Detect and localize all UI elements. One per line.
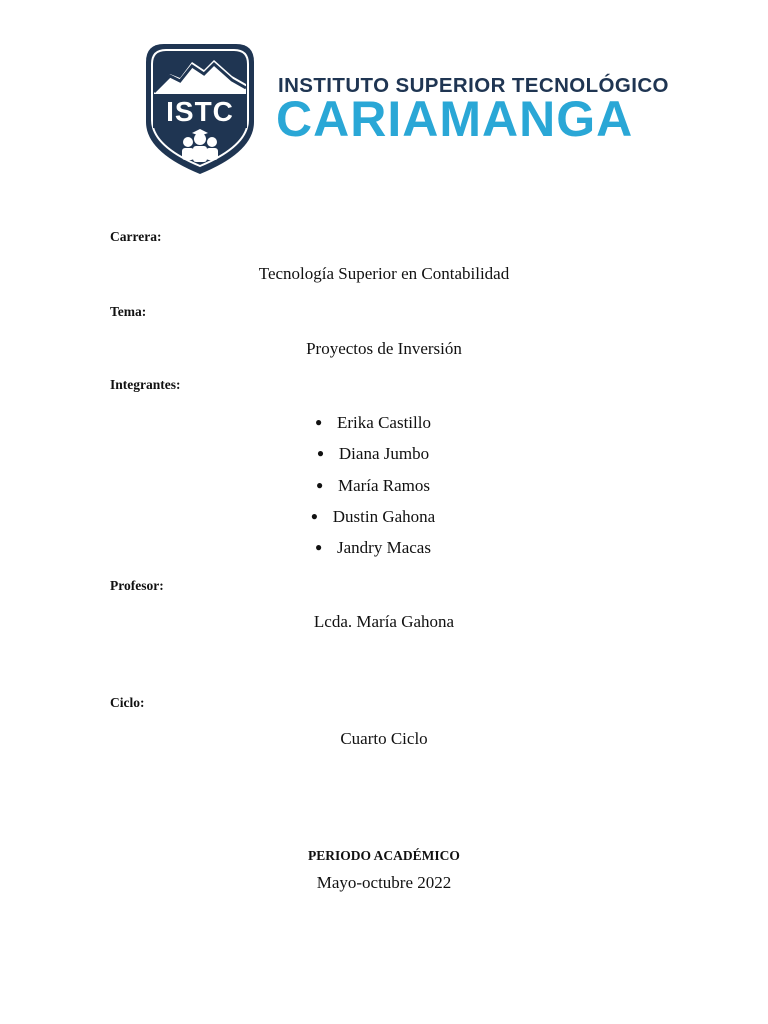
ciclo-label: Ciclo: xyxy=(110,695,145,710)
tema-label: Tema: xyxy=(110,304,147,319)
integrante-name: Erika Castillo xyxy=(337,413,431,432)
profesor-value: Lcda. María Gahona xyxy=(313,612,455,631)
bullet-icon: ● xyxy=(315,415,323,429)
profesor-label: Profesor: xyxy=(110,578,164,593)
logo-badge-text: ISTC xyxy=(166,96,234,127)
ciclo-value: Cuarto Ciclo xyxy=(340,729,428,748)
bullet-icon: ● xyxy=(315,477,324,492)
institution-logo xyxy=(140,40,670,180)
institution-name-line2: CARIAMANGA xyxy=(276,91,634,147)
integrantes-list xyxy=(0,411,768,567)
integrante-name: Diana Jumbo xyxy=(338,444,430,464)
bullet-icon: ● xyxy=(310,508,319,523)
list-item xyxy=(0,505,768,536)
periodo-label: PERIODO ACADÉMICO xyxy=(308,848,460,863)
integrante-name: Jandry Macas xyxy=(337,538,431,558)
periodo-value: Mayo-octubre 2022 xyxy=(316,873,452,892)
tema-value: Proyectos de Inversión xyxy=(306,339,462,358)
integrantes-label: Integrantes: xyxy=(110,377,181,392)
list-item xyxy=(0,474,768,505)
carrera-label: Carrera: xyxy=(110,229,162,244)
bullet-icon: ● xyxy=(315,540,323,555)
institution-name-line1: INSTITUTO SUPERIOR TECNOLÓGICO xyxy=(278,74,669,97)
bullet-icon: ● xyxy=(316,446,325,461)
carrera-value: Tecnología Superior en Contabilidad xyxy=(258,264,510,283)
integrante-name: Dustin Gahona xyxy=(332,506,436,526)
list-item xyxy=(0,442,768,473)
list-item xyxy=(0,411,768,442)
list-item xyxy=(0,536,768,567)
integrante-name: María Ramos xyxy=(337,475,431,495)
